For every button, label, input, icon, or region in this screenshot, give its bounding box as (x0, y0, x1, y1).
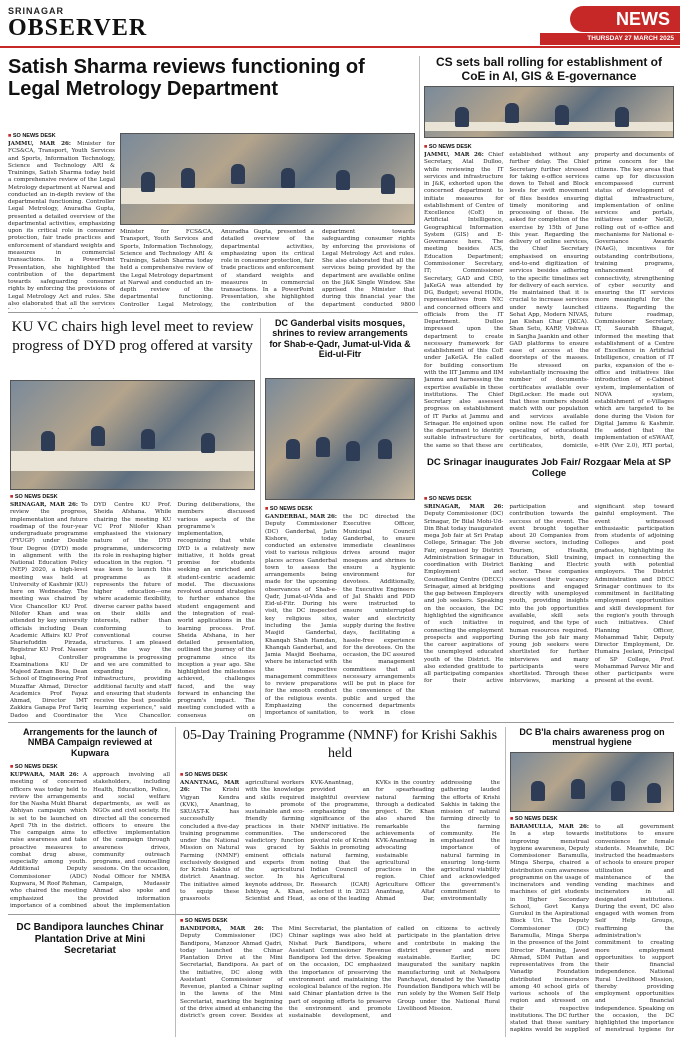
photo-legal-metrology-meeting (120, 133, 415, 225)
section-tag: NEWS (570, 6, 680, 32)
story-nmnf-body (180, 780, 500, 910)
byline: ■ SO NEWS DESK (8, 133, 113, 139)
headline-legal-metrology: Satish Sharma reviews functioning of Legal Metrology Department (8, 56, 365, 100)
story-text: Chief Secretary, Atal Dulloo, while reviewing the IT services and infrastructure in J&K, exhorted upon the concerned department to initiate measures for establishment of Centre of Excellence (CoE) in Artificial Intelligence, Geographical Information System (GIS) and E-Governance here. The meeting besides ACS, Education Department; Commissioner Secretary, IT; Commissioner Secretary, GAD and CEO, JaKeGA was attended by DG, Budget; several HODs, representatives from NIC and concerned officers and officials from the IT Department. Dulloo impressed upon the department to create necessary framework for establishment of this CoE under JaKeGA. He called for building consortium with the IIT Jammu and IIM Jammu and harnessing the expertise available in these institutions. The Chief Secretary also assessed progress on establishment of IT Parks at Jammu and Srinagar. He enjoined upon the department to identify suitable infrastructure for the same so that these are established without any further delay. The Chief Secretary further stressed for taking e-office services down to Tehsil and Block levels for swift movement of files besides ensuring timely monitoring and processing of these. He asked for completion of the exercise by 15th of June this year. Regarding the delivery of online services, the Chief Secretary emphasised on ensuring end-to-end digitization of services besides adhering to the specific timelines set for delivery of each service. He maintained that it is crucial to increase services under newly launched Sehat App, Modern NIVAS, Jan Kishan Char (JKCA). Shan Setu, KARP, Vishwas in Sanjha Jaankin and other GAD platforms to ensure ease of access at the doorsteps of the masses. He stressed on substantially increasing the number of documents-certificates available over DigiLocker. He made out that these numbers should match with our population and services available online now. He called for upscaling of educational certificates, birth, death certificates, domicile, property and documents of prime concern for the citizens. The key areas that came up for discussion encompassed current status of development of digital infrastructure, implementation of online services and portals, initiatives under NeGD, rolling out of e-office and mechanisms for National e-Governance Awards (NAeG), incentives for outstanding contributions, training programs, enhancement of connectivity, strengthening of cyber security and ensuring the IT services more meaningful for the citizens. Regarding the future roadmap, Commissioner Secretary, IT, Saurabh Bhagat, informed the meeting that establishment of a Centre of Excellence in Artificial Intelligence, creation of IT parks, expansion of the e-office and initiatives like introduction of e-Cabinet system, implementation of NOVA system, establishment of e-Villages which are targeted to be done during the Vision for Digital Jammu & Kashmir. He added that the implementation of eSWAAT, e-HR (Ver 2.0), RTI portal, (424, 152, 674, 449)
section-rule (8, 914, 500, 915)
story-text: Deputy Commissioner (DC) Srinagar, Dr Bilal Mohi-Ud-Din Bhat today inaugurated mega Job fair at Sri Pratap College, Srinagar. The Job Fair, organised by District Administration Srinagar in coordination with District Employment and Counselling Centre (DECC) Srinagar, aimed at bridging the gap between Employers and job seekers. Speaking on the occasion, the DC highlighted the significance of such initiative in connecting the employment prospects and supporting the career aspirations of the unemployed educated youth of the District. He also extended gratitude to all participating companies for their active participation and contribution towards the success of the event. The event brought together about 20 Companies from diverse sectors, including Tourism, Health, Education, Skill training, Banking and Electric sector. These companies showcased their vacancy positions and engaged directly with unemployed youth, providing insights into the job opportunities available, skill sets required, and the type of human resources required. During the job fair many young job seekers were shortlisted for further interviews and many participants were shortlisted. Through these interviews, marking a significant step toward gainful employment. The event witnessed enthusiastic participation from students of adjoining Colleges and post graduates, highlighting its impact in connecting the youth with potential employers. The District Administration and DECC Srinagar continues to its commitment in facilitating employment opportunities and skill development for the region's youth through such initiatives. Chief Planning Officer, Mohammad Tahir, Deputy Director Employment, Dr. Humaira Jeelani, Principal of SP College, Prof. Mohammad Parvez Mir and other participants were present at the event. (424, 504, 674, 685)
story-text: In a step towards improving menstrual hygiene awareness, Deputy Commissioner Baramulla, Minga Sherpa, chaired a distribution cum awareness programme on the usage of incinerators and vending machines of girl students in Higher Secondary School, Govt Kanya Gurukul in the Aspirational Block Uri. The Deputy Commissioner (DC) Baramulla, Minga Sherpa in the presence of the Joint Director Planning, Javed Ahmad, SDM Pattan and representatives from the Vanadip Foundation distributed incinerators among 40 school girls of various schools of the region and stressed on their respective institutions. The DC further stated that these sanitary napkins would be supplied to all government institutions to ensure convenience for female students. Meanwhile, DC instructed the headmasters of schools to ensure proper utilization and maintenance of the vending machines and incinerators in all designated institutions. During the event, DC also engaged with women from Self Help Groups, reaffirming the administration's commitment to creating more employment opportunities to support their financial independence. National Rural Livelihood Mission, thereby providing employment opportunities and financial independence. Speaking on the occasion, the DC highlighted the importance of menstrual hygiene for (510, 824, 674, 1034)
story-job-fair-body (424, 504, 674, 718)
story-bandipora-body (180, 926, 500, 1038)
byline: ■ SO NEWS DESK (424, 144, 504, 150)
byline: ■ SO NEWS DESK (424, 496, 504, 502)
column-divider (505, 727, 506, 1037)
headline-ku-vc: KU VC chairs high level meet to review progress of DYD prog offered at varsity (11, 319, 254, 354)
brand-logo: OBSERVER (8, 15, 148, 41)
photo-coe-meeting (424, 86, 674, 138)
story-text: The Krishi Vigyan Kendra (KVK), Anantnag, SKUAST-K has successfully concluded a five-day training programme under the National Mission on Natural Farming (NMNF) exclusively designed for Krishi Sakhis of district Anantnag. The initiative aimed to equip these grassroots agricultural workers with the knowledge and skills required to promote sustainable and eco-friendly farming practices in their communities. The valedictory function was graced by eminent officials and experts from the agricultural sector. In his keynote address, Dr. Ishtiyaq A. Khan, Scientist and Head, KVK-Anantnag, provided an insightful overview of the programme, emphasizing the significance of the NMNF initiative. He underscored the pivotal role of Krishi Sakhis in promoting natural farming, noting that the Indian Council of Agricultural Research (ICAR) selected it in 2023 as one of the leading KVKs in the country for spearheading natural farming through a dedicated project. Dr. Khan also shared the remarkable achievements of KVK-Anantnag in advocating sustainable agricultural practices in the region. Chief Agriculture Officer Anantnag, Altaf Ahmad Dar, addressing the gathering lauded the efforts of Krishi Sakhis in taking the mission of natural farming directly to the farming community. He emphasized the importance of natural farming in ensuring long-term agricultural viability and acknowledged the government's commitment to environmentally (180, 780, 500, 903)
column-divider (175, 727, 176, 1037)
photo-ku-meeting (10, 380, 255, 490)
dateline: BANDIPORA, MAR 26: (180, 926, 264, 932)
byline: ■ SO NEWS DESK (180, 918, 260, 924)
dateline: JAMMU, MAR 26: (8, 141, 71, 147)
story-text: Minister for FCS&CA, Transport, Youth Services and Sports, Information Technology, Science and Technology ARI & Trainings, Satish Sharma today held a comprehensive review of the Legal Metrology department at Narwal and conducted an in-depth review of the departmental functioning. Controller Legal Metrology, Anuradha Gupta, presented a detailed overview of the departmental activities, emphasizing upon its critical role in consumer protection, fair trade practices and enforcement of standard weights and measures in commercial transactions. In a PowerPoint Presentation, she highlighted the contribution of the department towards safeguarding consumer rights by enforcing the provisions of Legal Metrology Act and rules. She also elaborated that all the services (8, 141, 115, 307)
photo-ganderbal-visit (265, 378, 415, 500)
story-text-cont: Minister for FCS&CA, Transport, Youth Services and Sports, Information Technology, Science and Technology ARI & Trainings, Satish Sharma today held a comprehensive review of the Legal Metrology department at Narwal and conducted an in-depth review of the departmental functioning. Controller Legal Metrology, Anuradha Gupta, presented a detailed overview of the departmental activities, emphasizing upon its critical role in consumer protection, fair trade practices and enforcement of standard weights and measures in commercial transactions. In a PowerPoint Presentation, she highlighted the contribution of the department towards safeguarding consumer rights by enforcing the provisions of Legal Metrology Act and rules. She also elaborated that all the services being provided by the department are available online on the J&K Single Window. She apprised the Minister that during this financial year the department conducted 9800 (120, 229, 415, 308)
dateline: ANANTNAG, MAR 26: (180, 780, 240, 794)
dateline: SRINAGAR, MAR 26: (424, 504, 504, 510)
byline: ■ SO NEWS DESK (180, 772, 260, 778)
brand-small: SRINAGAR (8, 6, 65, 16)
story-text: The Deputy Commissioner (DC) Bandipora, Manzoor Ahmad Qadri, today launched the Chinar Plantation Drive at the Mini Secretariat, Bandipora. As part of the initiative, DC along with Assistant Commissioner of Revenue, planted a Chinar sapling in the lawns of the Mini Secretariat, marking the beginning of the drive aimed at enhancing the district's green cover. Besides at Mini Secretariat, the plantation of Chinar saplings was also held at Nishat Park Bandipora, where Assistant Commissioner Revenue Bandipora led the drive. Speaking on the occasion, DC emphasized the importance of preserving the environment and maintaining the ecological balance of the region. He said Chinar plantation drive is the part of ongoing efforts to preserve the environment and promote sustainable development, and called on citizens to actively participate in the plantation drive and contribute in making the district greener and more sustainable. Earlier, DC inaugurated the sanitary napkin manufacturing unit at Nehalpora Panchayat, donated by the Vanadip Foundation Bandipora which will be run solely by the Women Self Help Group under the National Rural Livelihood Mission. (180, 926, 500, 1020)
story-coe-body (424, 152, 674, 452)
headline-nmnf: 05-Day Training Programme (NMNF) for Krishi Sakhis held (182, 728, 498, 761)
byline: ■ SO NEWS DESK (265, 506, 345, 512)
photo-bla-programme (510, 752, 674, 812)
dateline: KUPWARA, MAR 26: (10, 772, 79, 778)
story-bla-body (510, 824, 674, 1038)
section-rule (8, 312, 418, 313)
dateline: JAMMU, MAR 26: (424, 152, 484, 158)
dateline: BARAMULLA, MAR 26: (510, 824, 589, 830)
byline: ■ SO NEWS DESK (10, 764, 90, 770)
byline: ■ SO NEWS DESK (510, 816, 590, 822)
story-legal-metrology-body (8, 141, 115, 309)
story-text: Deputy Commissioner (DC) Ganderbal, Jatin Kishore, today conducted an extensive visit to various religious places across Ganderbal town to assess the arrangements being made for the upcoming observances of Shab-e-Qadr, Jumat-ul-Vida and Eid-ul-Fitr. During his visit, the DC inspected key religious sites, including the Jamia Masjid Ganderbal, Khanqah Shah Hamdan, Khanqah Ganderbal, and Jamia Masjid Beehama, where he interacted with the respective management committees to review preparations for the smooth conduct of the religious events. Emphasizing the importance of sanitation, the DC directed the Executive Officer, Municipal Council Ganderbal, to ensure immediate cleanliness drives around major mosques and shrines to ensure a hygienic environment for devotees. Additionally, the Executive Engineers of Jal Shakti and PDD were instructed to ensure uninterrupted water and electricity supply during the festive days, facilitating a hassle-free experience for the devotees. On the occasion, the DC assured the management committees that all necessary arrangements will be put in place for the convenience of the public and urged the concerned departments to work in close (265, 514, 415, 717)
story-text: A meeting of concerned officers was today held to review the arrangements for the Nasha Mukt Bharat Abhiyan campaign which is set to be launched on April 7th in the district. The campaign aims to raise awareness and take proactive measures to combat drug abuse, especially among youth. Additional Deputy Commissioner (ADC) Kupwara, M Roof Rehman, who chaired the meeting emphasized the importance of a combined approach involving all stakeholders, including Health, Education, Police, and social welfare departments, as well as NGOs and civil society. He directed all the concerned officers to ensure the effective implementation of the campaign through awareness drives, community outreach programs, and counselling sessions. On the occasion, Nodal Officer for NMBA Campaign, Mudassir Ahmad also spoke and provided information about the implementation (10, 772, 170, 909)
headline-coe: CS sets ball rolling for establishment of CoE in AI, GIS & E-governance (435, 55, 663, 83)
column-divider (260, 318, 261, 718)
story-ku-vc-body (10, 502, 255, 722)
story-nmba-body (10, 772, 170, 912)
story-ganderbal-body (265, 514, 415, 722)
issue-date: THURSDAY 27 MARCH 2025 (540, 33, 680, 45)
headline-bandipora: DC Bandipora launches Chinar Plantation Drive at Mini Secretariat (16, 922, 164, 956)
section-rule (8, 722, 674, 723)
dateline: SRINAGAR, MAR 26: (10, 502, 78, 508)
headline-ganderbal: DC Ganderbal visits mosques, shrines to review arrangements for Shab-e-Qadr, Jumat-ul-Vida & Eid-ul-Fitr (269, 318, 411, 360)
story-text: To review the progress, implementation and future roadmap of the four-year undergraduate programme (FYUGP) under Double Your Degree (DYD) mode in alignment with the National Education Policy (NEP) 2020, a high-level meeting was held at University of Kashmir (KU) here on Wednesday. The meeting was chaired by Vice Chancellor KU Prof. Nilofer Khan and was attended by key university officials including Dean Academic Affairs KU Prof Shariefuddin Pirzada, Registrar KU Prof. Naseer Iqbal, Controller Examinations KU Dr Majeed Zaman Bosa, Dean School of Engineering Prof Muzaffar Ahmad, Director Academics Prof Fayaz Ahmad, Director IMT Zakkira Ganapa Prof Tariq Dadoo and Coordinator DYD Centre KU Prof. Sheida Afshana. While chairing the meeting KU VC Prof Nilofer Khan emphasised the visionary nature of the DYD programme, underscoring its role in reshaping higher education in the region. "I was keen to launch this programme as it represents the future of higher education—one where academic flexibility, diverse career paths based on their skills and interests, rather than conforming to conventional course structures. I am pleased with the way the programme is progressing and we are committed to expanding its infrastructure, providing additional faculty and staff and ensuring that students receive the best possible learning experience," said the Vice Chancellor. During deliberations, the members discussed various aspects of the programme's implementation, recognizing that while DYD is a relatively new initiative, it holds great promise for students seeking an enriched and student-centric academic model. The discussions revolved around strategies to further enhance the student engagement and the integration of real-world applications in the learning process. Prof. Sheida Afshana, in her detailed presentation, outlined the journey of the programme since its inception a year ago. She highlighted the milestones achieved, challenges faced, and the way forward in enhancing the program's impact. The meeting concluded with a consensus on (10, 502, 255, 719)
headline-job-fair: DC Srinagar inaugurates Job Fair/ Rozgaar Mela at SP College (427, 457, 671, 479)
byline: ■ SO NEWS DESK (10, 494, 90, 500)
headline-bla-hygiene: DC B'la chairs awareness prog on menstrual hygiene (519, 727, 665, 748)
story-legal-metrology-cont (120, 229, 415, 309)
masthead (0, 0, 680, 48)
headline-nmba: Arrangements for the launch of NMBA Campaign reviewed at Kupwara (22, 727, 157, 758)
dateline: GANDERBAL, MAR 26: (265, 514, 337, 520)
column-divider (419, 56, 420, 306)
